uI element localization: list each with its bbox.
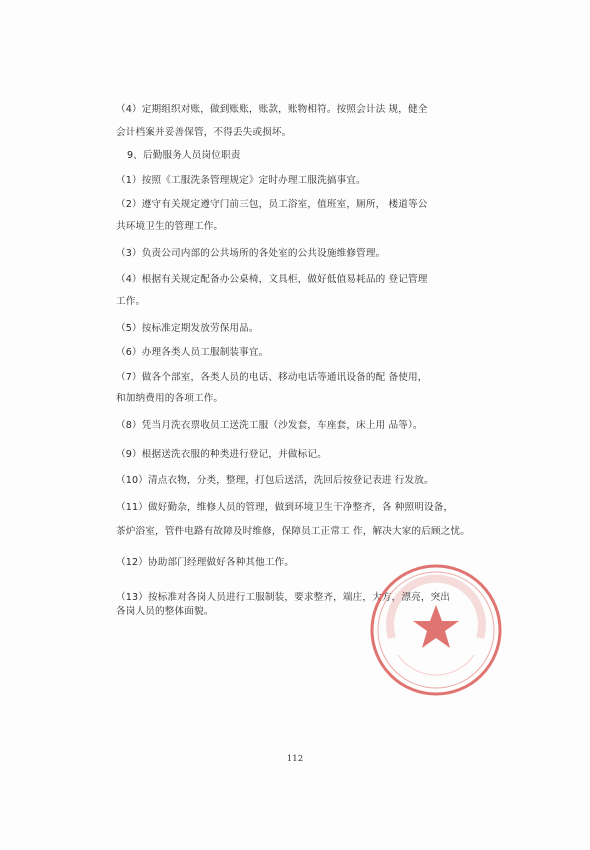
text-line: 和加纳费用的各项工作。 <box>116 393 224 404</box>
text-line: 各岗人员的整体面貌。 <box>116 606 214 617</box>
company-seal <box>366 560 506 700</box>
text-line: （6）办理各类人员工服制装事宜。 <box>116 347 269 358</box>
text-line: （1）按照《工服洗条管理规定》定时办理工服洗搞事宜。 <box>116 175 366 186</box>
text-line: （10）清点衣物，分类，整理，打包后送活，洗回后按登记表进 行发放。 <box>116 475 434 486</box>
section-heading: 9、后勤服务人员岗位职责 <box>127 150 241 161</box>
text-line: 工作。 <box>116 296 146 307</box>
star-icon <box>413 605 459 648</box>
text-line: （11）做好勤杂，维修人员的管理，做到环境卫生干净整齐，各 种照明设备， <box>116 502 454 513</box>
text-line: （5）按标准定期发放劳保用品。 <box>116 323 259 334</box>
page-number: 112 <box>286 754 304 764</box>
text-line: （7）做各个部室，各类人员的电话、移动电话等通讯设备的配 备使用， <box>116 372 428 383</box>
text-line: （2）遵守有关规定遵守门前三包，员工浴室，值班室，厕所， 楼道等公 <box>116 199 428 210</box>
text-line: （3）负责公司内部的公共场所的各处室的公共设施维修管理。 <box>116 248 386 259</box>
text-line: （9）根据送洗衣服的种类进行登记，并做标记。 <box>116 449 327 460</box>
text-line: 共环境卫生的管理工作。 <box>116 221 224 232</box>
text-line: （13）按标准对各岗人员进行工服制装，要求整齐，端庄，大方，漂亮，突出 <box>116 592 451 603</box>
text-line: （8）凭当月洗衣票收员工送洗工服（沙发套，车座套，床上用 品等）。 <box>116 420 423 431</box>
text-line: （4）根据有关规定配备办公桌椅，文具柜，做好低值易耗品的 登记管理 <box>116 274 428 285</box>
seal-graphic <box>366 560 506 700</box>
text-line: 茶炉浴室，管件电路有故障及时维修，保障员工正常工 作，解决大家的后顾之忧。 <box>116 526 470 537</box>
text-line: （4）定期组织对账，做到账账，账款，账物相符。按照会计法 规，健全 <box>116 104 428 115</box>
text-line: 会计档案并妥善保管，不得丢失或损坏。 <box>116 127 292 138</box>
text-line: （12）协助部门经理做好各种其他工作。 <box>116 557 295 568</box>
